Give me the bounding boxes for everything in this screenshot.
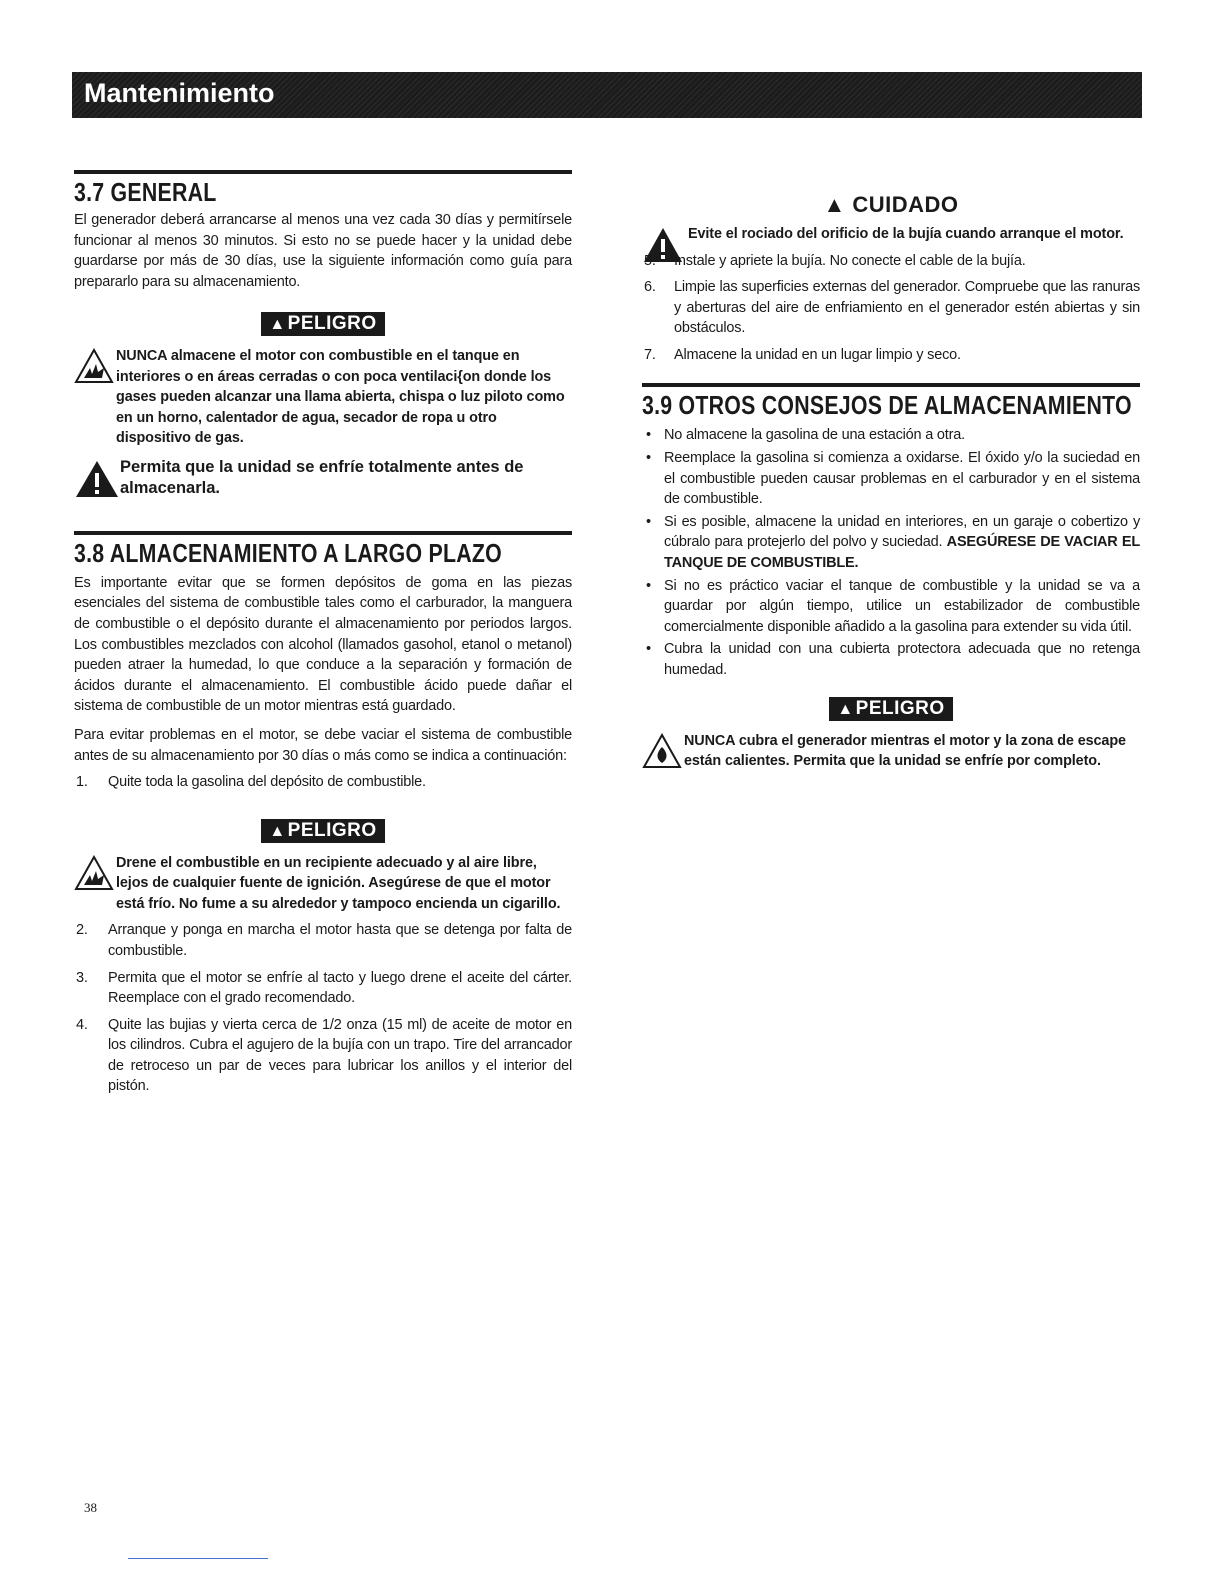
footer-line xyxy=(128,1558,268,1559)
caution-triangle-icon xyxy=(74,459,120,499)
explosion-hazard-icon xyxy=(74,348,116,386)
fire-hazard-icon xyxy=(642,733,684,771)
page-section-title: Mantenimiento xyxy=(84,78,275,108)
explosion-hazard-icon xyxy=(74,855,116,893)
list-item: • Si es posible, almacene la unidad en interiores, en un garaje o cobertizo y cúbralo para protejerlo del polvo y suciedad. ASEGÚRESE DE VACIAR EL TANQUE DE COMBUSTIBLE. xyxy=(642,512,1140,574)
section-3-7-title: 3.7 GENERAL xyxy=(74,177,217,207)
section-3-8-title: 3.8 ALMACENAMIENTO A LARGO PLAZO xyxy=(74,537,502,568)
list-item: 2. Arranque y ponga en marcha el motor hasta que se detenga por falta de combustible. xyxy=(76,922,572,959)
list-item: 4. Quite las bujias y vierta cerca de 1/2 onza (15 ml) de aceite de motor en los cilindros. Cubra el agujero de la bujía con un trapo. Tire del arrancador de retroceso un par de veces para lubricar los anillos y el interior del pistón. xyxy=(76,1016,572,1095)
section-3-9-title: 3.9 OTROS CONSEJOS DE ALMACENAMIENTO xyxy=(642,390,1132,421)
storage-tips-list xyxy=(642,425,1140,680)
section-rule xyxy=(74,531,572,535)
header-banner xyxy=(72,72,1142,118)
right-column xyxy=(642,178,1140,772)
section-3-7-body: El generador deberá arrancarse al menos una vez cada 30 días y permitírsele funcionar al menos 30 minutos. Si esto no se puede hacer y la unidad debe guardarse por más de 30 días, use la siguiente información como guía para prepararlo para su almacenamiento. xyxy=(74,212,572,290)
storage-steps-list-1 xyxy=(74,772,572,793)
warning-triangle-icon: ▲ xyxy=(269,822,286,840)
list-item: • Cubra la unidad con una cubierta protectora adecuada que no retenga humedad. xyxy=(642,639,1140,680)
section-3-8-paragraph-2: Para evitar problemas en el motor, se debe vaciar el sistema de combustible antes de su almacenamiento por 30 días o más como se indica a continuación: xyxy=(74,727,572,764)
list-item: • Si no es práctico vaciar el tanque de combustible y la unidad se va a guardar por algún tiempo, utilice un estabilizador de combustible comercialmente disponible añadido a la gasolina para extender su vida útil. xyxy=(642,576,1140,638)
danger-label-1: ▲ PELIGRO xyxy=(74,312,572,336)
caution-heading: ▲ CUIDADO xyxy=(823,192,959,217)
left-column xyxy=(74,170,572,1097)
danger-label-2: ▲ PELIGRO xyxy=(74,819,572,843)
danger-warning-2: Drene el combustible en un recipiente adecuado y al aire libre, lejos de cualquier fuente de ignición. Asegúrese de que el motor está frío. No fume a su alrededor y tampoco encienda un cigarillo. xyxy=(74,853,572,915)
caution-warning-1: Permita que la unidad se enfríe totalmente antes de almacenarla. xyxy=(74,457,572,499)
danger-label-3: ▲ PELIGRO xyxy=(642,697,1140,721)
list-item: 7. Almacene la unidad en un lugar limpio y seco. xyxy=(644,346,961,363)
storage-steps-list-2 xyxy=(74,920,572,1097)
list-item: 5. Instale y apriete la bujía. No conecte el cable de la bujía. xyxy=(644,252,1026,269)
list-item: • Reemplace la gasolina si comienza a oxidarse. El óxido y/o la suciedad en el combustible pueden causar problemas en el carburador y en el sistema de combustible. xyxy=(642,448,1140,510)
storage-steps-list-3 xyxy=(642,251,1140,366)
list-item: 1. Quite toda la gasolina del depósito de combustible. xyxy=(76,774,426,791)
section-rule xyxy=(74,170,572,174)
section-rule xyxy=(642,383,1140,387)
list-item: 3. Permita que el motor se enfríe al tacto y luego drene el aceite del cárter. Reemplace con el grado recomendado. xyxy=(76,969,572,1007)
section-3-8-paragraph-1: Es importante evitar que se formen depósitos de goma en las piezas esenciales del sistema de combustible tales como el carburador, la manguera de combustible o el depósito durante el almacenamiento por periodos largos. Los combustibles mezclados con alcohol (llamados gasohol, etanol o metanol) pueden atraer la humedad, lo que conduce a la separación y formación de ácidos durante el almacenamiento. El combustible ácido puede dañar el sistema de combustible de un motor mientras está guardado. xyxy=(74,574,572,715)
danger-warning-1: NUNCA almacene el motor con combustible en el tanque en interiores o en áreas cerradas o con poca ventilaci{on donde los gases pueden alcanzar una llama abierta, chispa o luz piloto como en un horno, calentador de agua, secador de ropa u otro dispositivo de gas. xyxy=(74,346,572,449)
danger-warning-3: NUNCA cubra el generador mientras el motor y la zona de escape están calientes. Permita que la unidad se enfríe por completo. xyxy=(642,731,1140,772)
warning-triangle-icon: ▲ xyxy=(269,316,286,334)
caution-warning-2: Evite el rociado del orificio de la bujía cuando arranque el motor. xyxy=(642,224,1140,245)
list-item: 6. Limpie las superficies externas del generador. Compruebe que las ranuras y aberturas del aire de enfriamiento en el generador estén abiertas y sin obstáculos. xyxy=(644,279,1140,337)
list-item: • No almacene la gasolina de una estación a otra. xyxy=(642,425,1140,446)
page-number: 38 xyxy=(84,1500,97,1515)
warning-triangle-icon: ▲ xyxy=(823,192,846,217)
warning-triangle-icon: ▲ xyxy=(837,700,854,718)
